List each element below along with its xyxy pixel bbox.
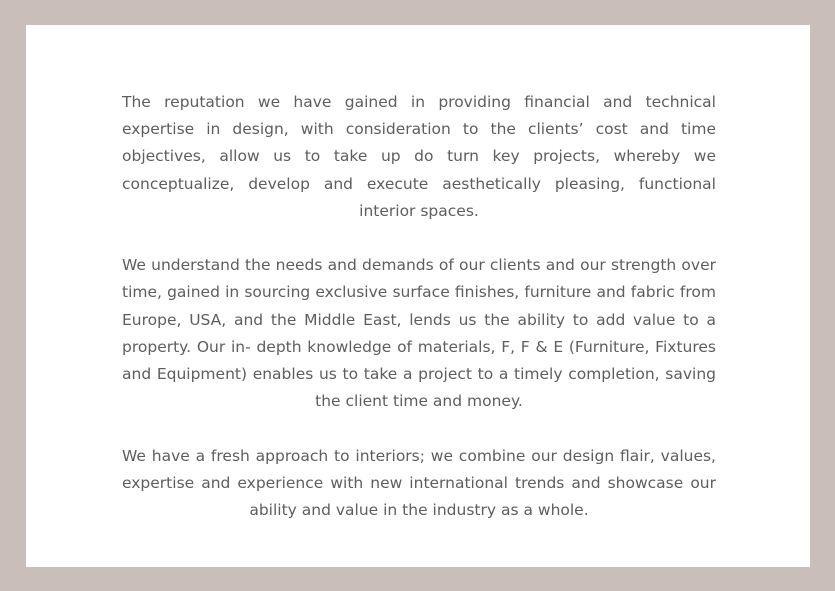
paragraph-reputation: The reputation we have gained in providing financial and technical expertise in design, with consideration to the clients’ cost and time objectives, allow us to take up do turn key projects, whereby we conceptualize, develop and execute aesthetically pleasing, functional interior spaces. bbox=[122, 93, 716, 220]
content-card bbox=[26, 25, 810, 567]
paragraph-approach: We have a fresh approach to interiors; we combine our design flair, values, expertise and experience with new international trends and showcase our ability and value in the industry as a whole. bbox=[122, 446, 716, 520]
paragraph-understanding: We understand the needs and demands of our clients and our strength over time, gained in sourcing exclusive surface finishes, furniture and fabric from Europe, USA, and the Middle East, lends us the ability to add value to a property. Our in- depth knowledge of materials, F, F & E (Furniture, Fixtures and Equipment) enables us to take a project to a timely completion, saving the client time and money. bbox=[122, 256, 716, 411]
body-text bbox=[122, 89, 716, 524]
